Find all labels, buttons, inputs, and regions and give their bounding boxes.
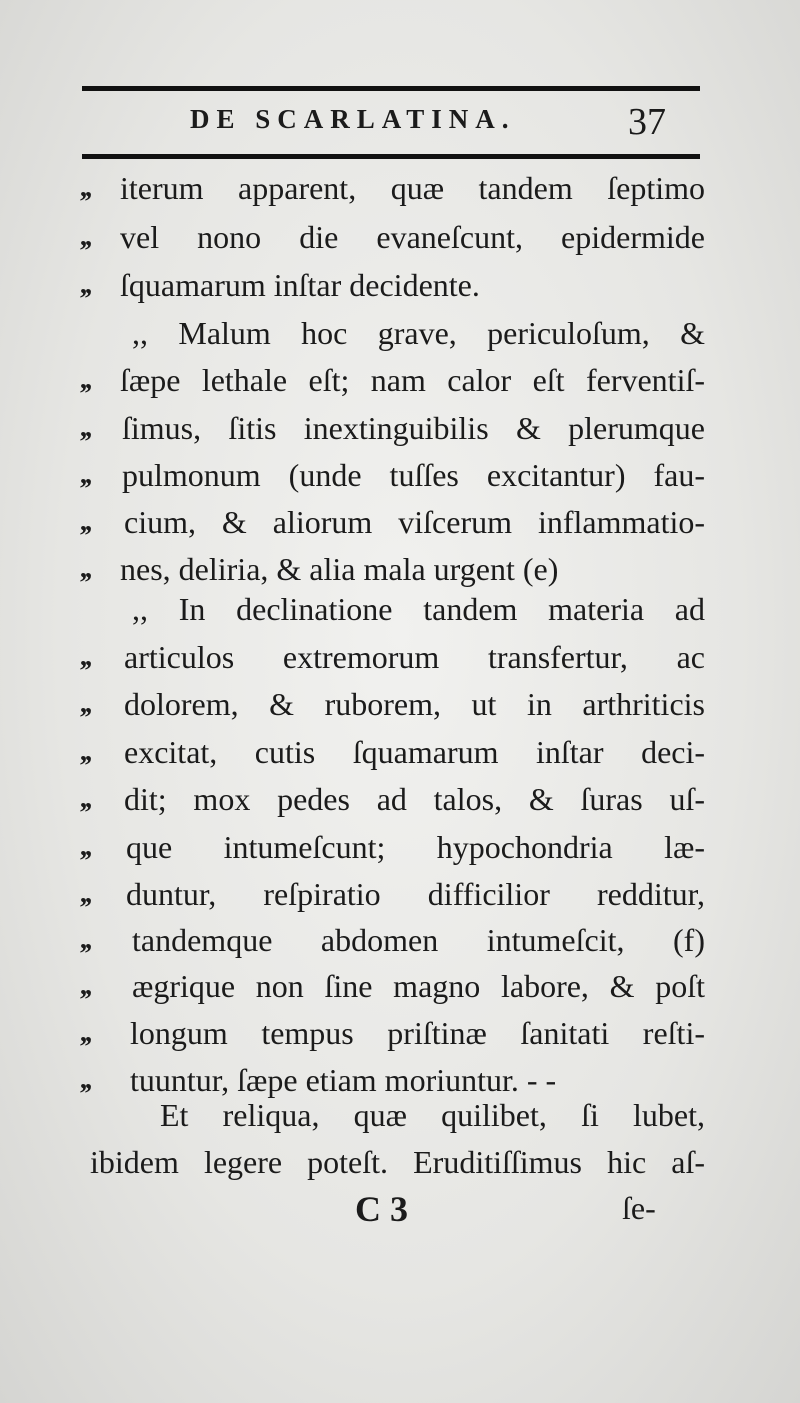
quote-mark: ,,: [80, 221, 90, 252]
text-line: [0, 262, 800, 308]
text-line: [0, 165, 800, 211]
line-text: que intumeſcunt; hypochondria læ-: [126, 829, 705, 865]
signature-mark: C 3: [355, 1189, 408, 1229]
line-text: longum tempus priſtinæ ſanitati reſti-: [130, 1015, 705, 1051]
quote-mark: ,,: [80, 459, 90, 490]
text-line: [0, 824, 800, 870]
header-rule-top: [82, 86, 700, 91]
quote-mark: ,,: [80, 736, 90, 767]
line-text: duntur, reſpiratio difficilior redditur,: [126, 876, 705, 912]
text-line: [0, 871, 800, 917]
quote-mark: ,,: [80, 641, 90, 672]
line-text: articulos extremorum transfertur, ac: [124, 639, 706, 675]
line-text: ,, Malum hoc grave, periculoſum, &: [132, 315, 706, 351]
page-number: 37: [628, 101, 666, 143]
quote-mark: ,,: [80, 506, 90, 537]
line-text: cium, & aliorum viſcerum inflammatio-: [124, 504, 706, 540]
text-line: [0, 729, 800, 775]
line-text: dit; mox pedes ad talos, & ſuras uſ-: [124, 781, 706, 817]
text-line: [0, 681, 800, 727]
text-line: [0, 634, 800, 680]
text-line: [0, 1010, 800, 1056]
quote-mark: ,,: [80, 553, 90, 584]
text-line: [0, 586, 800, 632]
line-text: tuuntur, ſæpe etiam moriuntur. - -: [130, 1062, 557, 1098]
quote-mark: ,,: [80, 878, 90, 909]
text-line: [0, 963, 800, 1009]
line-text: ſæpe lethale eſt; nam calor eſt ferventiſ-: [120, 362, 706, 398]
text-line: [0, 357, 800, 403]
line-text: nes, deliria, & alia mala urgent (e): [120, 551, 559, 587]
text-line: [0, 310, 800, 356]
header-rule-bottom: [82, 154, 700, 159]
quote-mark: ,,: [80, 412, 90, 443]
line-text: ibidem legere poteſt. Eruditiſſimus hic aſ-: [90, 1144, 705, 1180]
line-text: pulmonum (unde tuſſes excitantur) fau-: [122, 457, 706, 493]
quote-mark: ,,: [80, 172, 90, 203]
quote-mark: ,,: [80, 269, 90, 300]
quote-mark: ,,: [80, 831, 90, 862]
quote-mark: ,,: [80, 924, 90, 955]
quote-mark: ,,: [80, 364, 90, 395]
text-line: [0, 452, 800, 498]
line-text: vel nono die evaneſcunt, epidermide: [120, 219, 705, 255]
quote-mark: ,,: [80, 1064, 90, 1095]
text-line: [0, 405, 800, 451]
quote-mark: ,,: [80, 688, 90, 719]
line-text: dolorem, & ruborem, ut in arthriticis: [124, 686, 705, 722]
line-text: iterum apparent, quæ tandem ſeptimo: [120, 170, 705, 206]
text-line: [0, 1092, 800, 1138]
text-line: [0, 917, 800, 963]
running-head: DE SCARLATINA.: [190, 104, 516, 134]
text-line: [0, 499, 800, 545]
text-line: [0, 214, 800, 260]
quote-mark: ,,: [80, 783, 90, 814]
text-line: [0, 776, 800, 822]
line-text: ſquamarum inſtar decidente.: [120, 267, 480, 303]
quote-mark: ,,: [80, 970, 90, 1001]
catchword: ſe-: [622, 1190, 656, 1226]
line-text: tandemque abdomen intumeſcit, (f): [132, 922, 705, 958]
text-line: [0, 1139, 800, 1185]
line-text: ſimus, ſitis inextinguibilis & plerumque: [122, 410, 706, 446]
line-text: ægrique non ſine magno labore, & poſt: [132, 968, 705, 1004]
line-text: excitat, cutis ſquamarum inſtar deci-: [124, 734, 706, 770]
line-text: Et reliqua, quæ quilibet, ſi lubet,: [160, 1097, 706, 1133]
quote-mark: ,,: [80, 1017, 90, 1048]
line-text: ,, In declinatione tandem materia ad: [132, 591, 706, 627]
